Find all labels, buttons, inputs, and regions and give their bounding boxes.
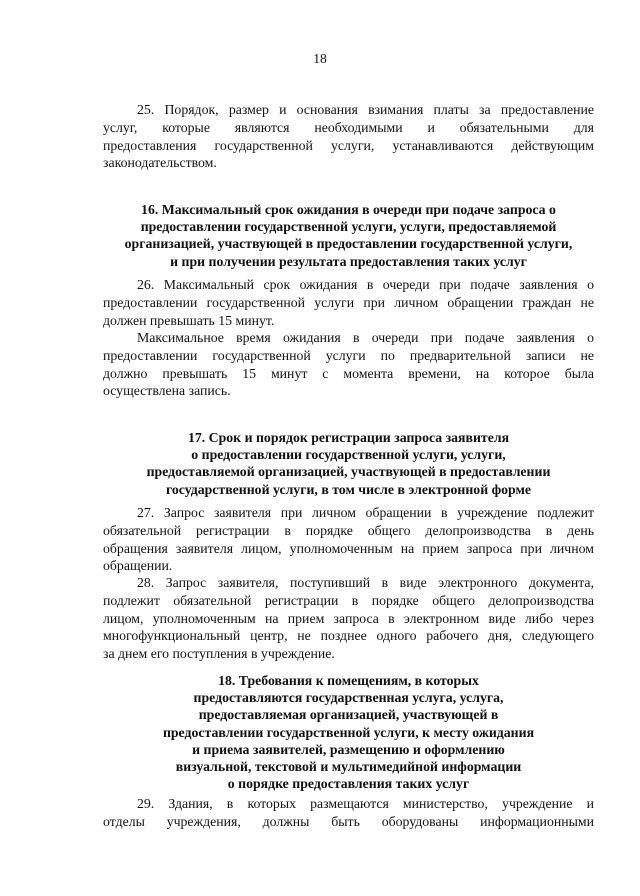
heading-line: 18. Требования к помещениям, в которых <box>218 673 479 688</box>
text-line: лицом, уполномоченным на прием запроса в электронном виде либо через <box>103 610 594 626</box>
text-line: осуществлена запись. <box>103 383 231 399</box>
text-line: должен превышать 15 минут. <box>103 312 275 328</box>
heading-line: о порядке предоставления таких услуг <box>227 776 470 792</box>
text-line: отделы учреждения, должны быть оборудованы информационными <box>103 813 594 829</box>
heading-line: предоставлении государственной услуги, услуги, предоставляемой <box>140 219 557 235</box>
section-heading-16 <box>103 201 594 270</box>
text-line: подлежит обязательной регистрации в порядке общего делопроизводства <box>103 592 594 608</box>
paragraph-26-continued <box>103 329 594 400</box>
text-line: 28. Запрос заявителя, поступивший в виде электронного документа, <box>137 575 594 590</box>
text-line: законодательством. <box>103 155 217 171</box>
section-heading-18 <box>103 672 594 792</box>
paragraph-25 <box>103 101 594 172</box>
text-line: должно превышать 15 минут с момента времени, на которое была <box>103 365 594 381</box>
text-line: предоставлении государственной услуги по предварительной записи не <box>103 347 594 363</box>
text-line: 27. Запрос заявителя при личном обращении в учреждение подлежит <box>137 505 594 520</box>
page-number: 18 <box>313 51 327 66</box>
heading-line: и при получении результата предоставления таких услуг <box>170 253 527 269</box>
heading-line: предоставляемой организацией, участвующей в предоставлении <box>146 464 551 480</box>
heading-line: 16. Максимальный срок ожидания в очереди при подаче запроса о <box>141 202 556 217</box>
heading-line: организацией, участвующей в предоставлении государственной услуги, <box>124 236 573 252</box>
heading-line: и приема заявителей, размещению и оформлению <box>192 741 505 757</box>
text-line: многофункциональный центр, не позднее одного рабочего дня, следующего <box>103 628 594 644</box>
text-line: услуг, которые являются необходимыми и обязательными для <box>103 119 594 135</box>
section-heading-17 <box>103 429 594 498</box>
text-line: обязательной регистрации в порядке общего делопроизводства в день <box>103 522 594 538</box>
heading-line: о предоставлении государственной услуги, услуги, <box>191 447 506 463</box>
text-line: обращении. <box>103 558 173 574</box>
text-line: 26. Максимальный срок ожидания в очереди при подаче заявления о <box>137 277 594 292</box>
paragraph-29 <box>103 795 594 831</box>
heading-line: предоставляются государственная услуга, услуга, <box>193 690 504 706</box>
paragraph-28 <box>103 574 594 663</box>
text-line: за днем его поступления в учреждение. <box>103 646 335 662</box>
text-line: обращения заявителя лицом, уполномоченным на прием запроса при личном <box>103 540 594 556</box>
text-line: предоставлении государственной услуги при личном обращении граждан не <box>103 294 594 310</box>
heading-line: государственной услуги, в том числе в электронной форме <box>165 481 532 497</box>
text-line: Максимальное время ожидания в очереди при подаче заявления о <box>137 330 594 345</box>
heading-line: предоставлении государственной услуги, к месту ожидания <box>162 724 535 740</box>
paragraph-26 <box>103 276 594 329</box>
heading-line: предоставляемая организацией, участвующей в <box>198 707 499 723</box>
heading-line: визуальной, текстовой и мультимедийной информации <box>175 759 522 775</box>
paragraph-27 <box>103 504 594 575</box>
heading-line: 17. Срок и порядок регистрации запроса заявителя <box>187 430 510 445</box>
text-line: предоставления государственной услуги, устанавливаются действующим <box>103 137 594 153</box>
text-line: 25. Порядок, размер и основания взимания платы за предоставление <box>137 102 594 117</box>
text-line: 29. Здания, в которых размещаются министерство, учреждение и <box>137 796 594 811</box>
